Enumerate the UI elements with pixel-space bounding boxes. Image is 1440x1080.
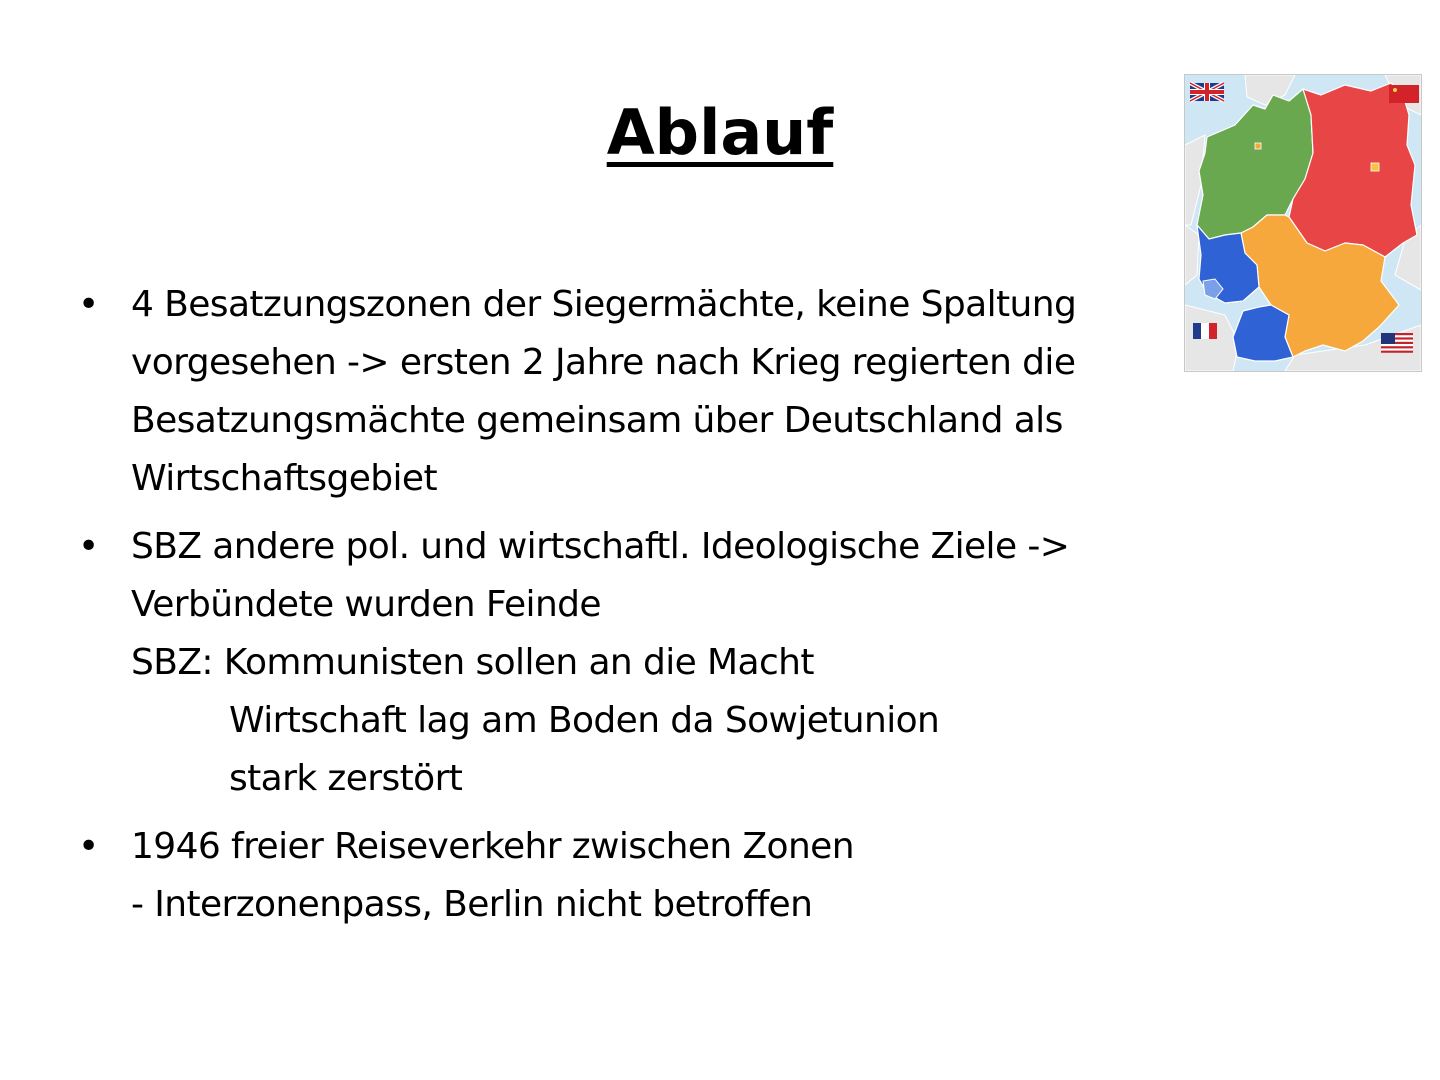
bullet-line: SBZ: Kommunisten sollen an die Macht — [131, 642, 814, 683]
bullet-dot: • — [78, 526, 99, 567]
slide-title-text: Ablauf — [606, 96, 834, 169]
bullet-line: Besatzungsmächte gemeinsam über Deutschland als — [131, 400, 1063, 441]
bullet-line: Wirtschaftsgebiet — [131, 458, 437, 499]
bullet-item-3 — [74, 818, 1184, 934]
ussr-flag-icon — [1389, 85, 1419, 103]
bullet-line: vorgesehen -> ersten 2 Jahre nach Krieg regierten die — [131, 342, 1076, 383]
usa-flag-icon — [1381, 333, 1413, 353]
bullet-list — [74, 276, 1184, 944]
bullet-item-1 — [74, 276, 1184, 508]
france-flag-icon — [1193, 323, 1217, 339]
uk-flag-icon — [1190, 83, 1224, 101]
bullet-line: Verbündete wurden Feinde — [131, 584, 601, 625]
bullet-line: 1946 freier Reiseverkehr zwischen Zonen — [131, 826, 854, 867]
bullet-line: SBZ andere pol. und wirtschaftl. Ideologische Ziele -> — [131, 526, 1070, 567]
bullet-item-2 — [74, 518, 1184, 808]
bullet-line-indented: stark zerstört — [229, 758, 463, 799]
bullet-line-indented: Wirtschaft lag am Boden da Sowjetunion — [229, 700, 940, 741]
bullet-dot: • — [78, 284, 99, 325]
germany-occupation-zones-map-icon — [1184, 74, 1422, 372]
bullet-dot: • — [78, 826, 99, 867]
bullet-line: 4 Besatzungszonen der Siegermächte, keine Spaltung — [131, 284, 1077, 325]
bullet-line: - Interzonenpass, Berlin nicht betroffen — [131, 884, 813, 925]
